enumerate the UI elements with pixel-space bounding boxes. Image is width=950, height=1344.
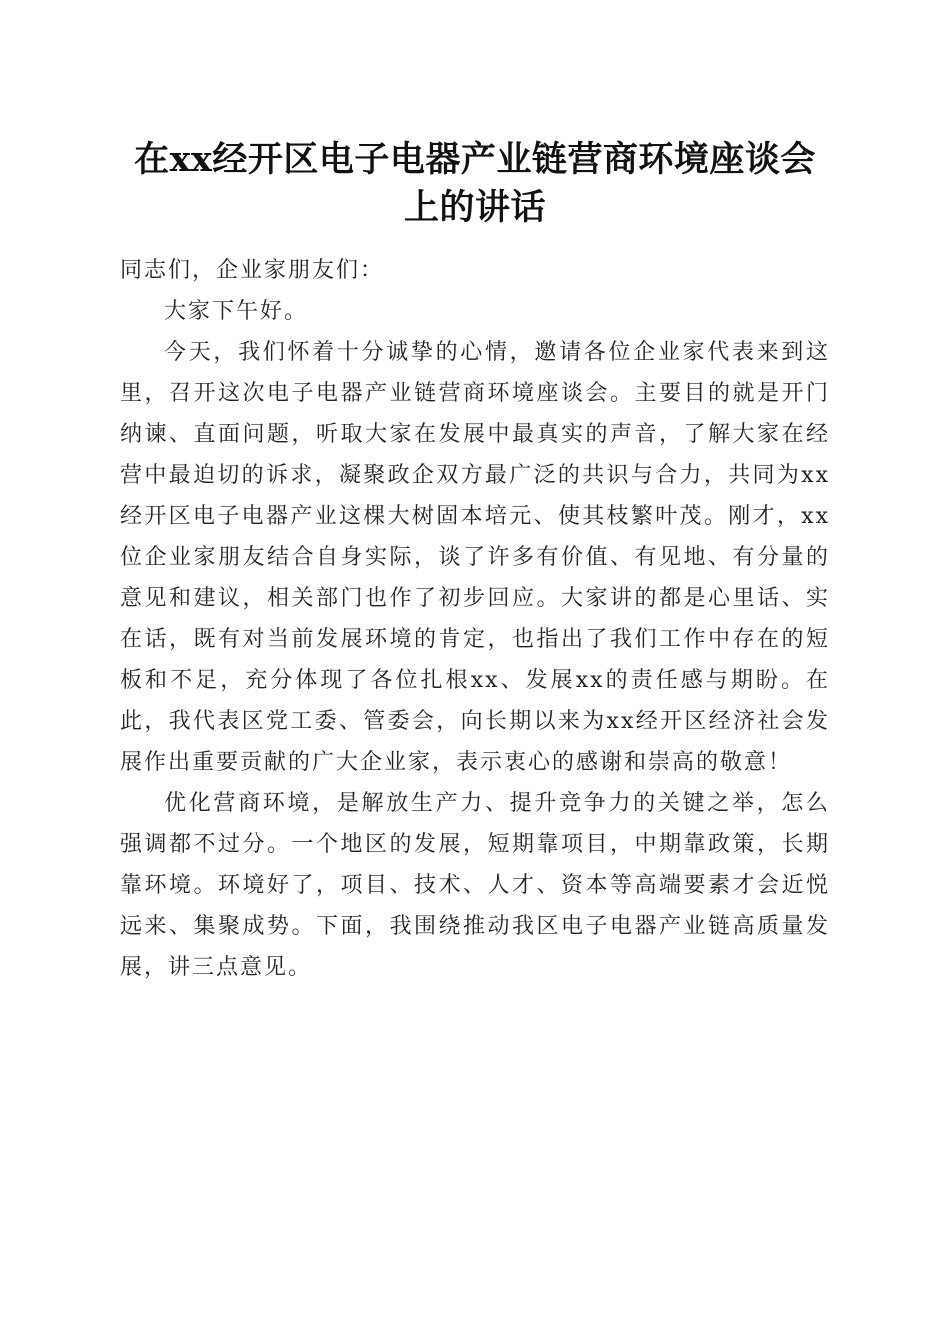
paragraph-introduction: 今天，我们怀着十分诚挚的心情，邀请各位企业家代表来到这里，召开这次电子电器产业链营商环境座谈会。主要目的就是开门纳谏、直面问题，听取大家在发展中最真实的声音，了解大家在经营中最迫切的诉求，凝聚政企双方最广泛的共识与合力，共同为xx经开区电子电器产业这棵大树固本培元、使其枝繁叶茂。刚才，xx位企业家朋友结合自身实际，谈了许多有价值、有见地、有分量的意见和建议，相关部门也作了初步回应。大家讲的都是心里话、实在话，既有对当前发展环境的肯定，也指出了我们工作中存在的短板和不足，充分体现了各位扎根xx、发展xx的责任感与期盼。在此，我代表区党工委、管委会，向长期以来为xx经开区经济社会发展作出重要贡献的广大企业家，表示衷心的感谢和崇高的敬意！: [120, 340, 830, 775]
paragraph-greeting: 大家下午好。: [164, 299, 309, 324]
document-title: [110, 136, 840, 232]
title-line-1: 在xx经开区电子电器产业链营商环境座谈会: [134, 139, 816, 180]
paragraph-business-environment: 优化营商环境，是解放生产力、提升竞争力的关键之举，怎么强调都不过分。一个地区的发展，短期靠项目，中期靠政策，长期靠环境。环境好了，项目、技术、人才、资本等高端要素才会近悦远来、集聚成势。下面，我围绕推动我区电子电器产业链高质量发展，讲三点意见。: [120, 791, 830, 980]
salutation: 同志们，企业家朋友们：: [120, 258, 385, 283]
title-line-2: 上的讲话: [403, 187, 546, 228]
document-body: [120, 250, 830, 988]
